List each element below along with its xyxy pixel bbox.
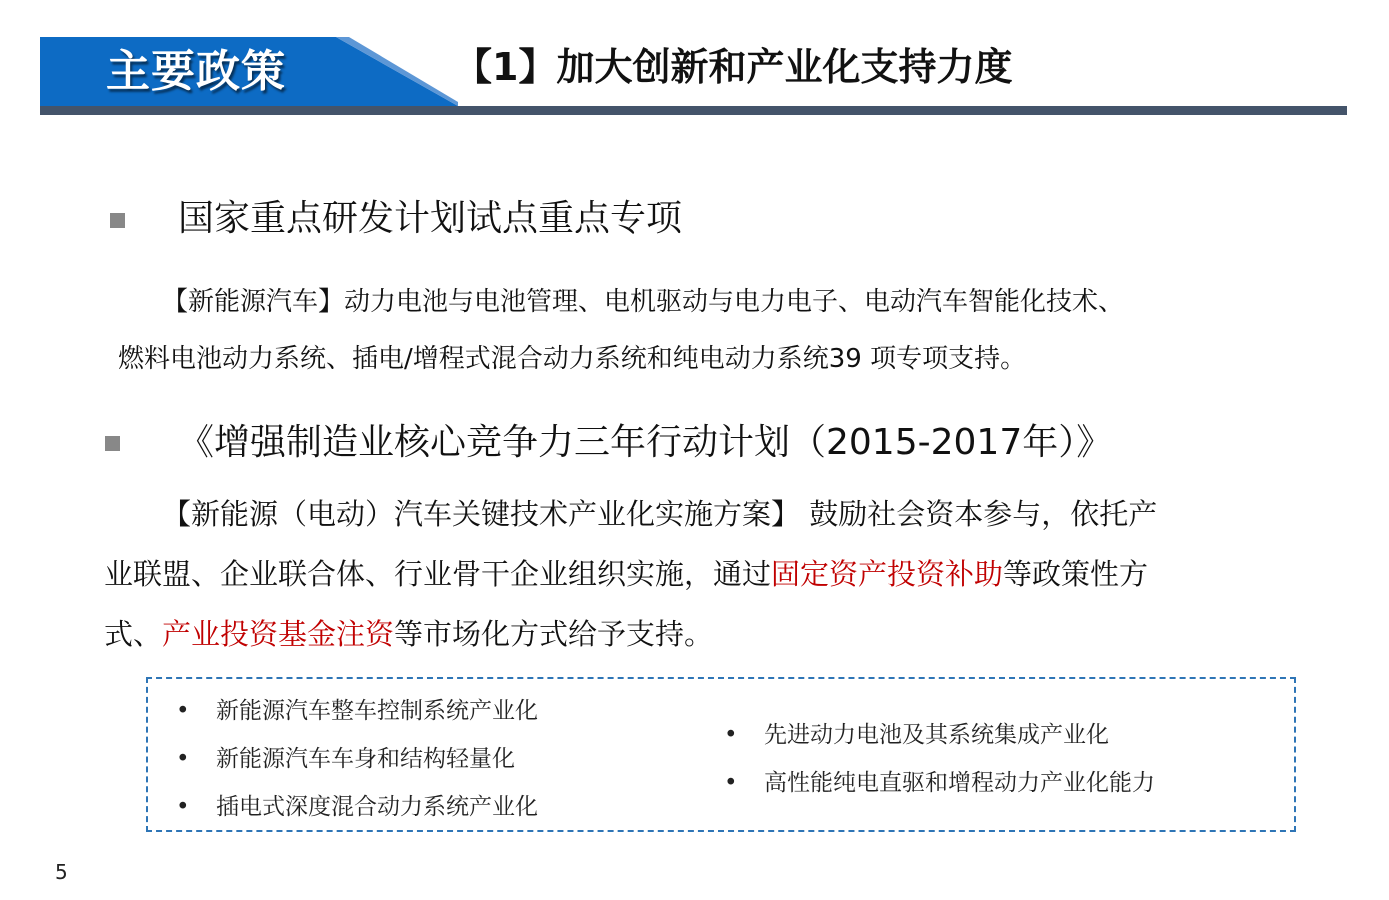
square-bullet-icon xyxy=(110,213,125,228)
line2-text-b: 等政策性方 xyxy=(1003,557,1149,591)
section2-paragraph-line-1: 【新能源（电动）汽车关键技术产业化实施方案】 鼓励社会资本参与，依托产 xyxy=(162,497,1158,531)
list-item: • 新能源汽车整车控制系统产业化 xyxy=(176,698,538,724)
section2-paragraph-line-3 xyxy=(104,612,713,653)
section1-paragraph-line-2: 燃料电池动力系统、插电/增程式混合动力系统和纯电动力系统39 项专项支持。 xyxy=(118,344,1027,374)
line3-text-b: 等市场化方式给予支持。 xyxy=(394,617,714,651)
page-title: 【1】加大创新和产业化支持力度 xyxy=(454,45,1013,89)
section-label: 主要政策 xyxy=(106,46,286,97)
section1-paragraph-line-1: 【新能源汽车】动力电池与电池管理、电机驱动与电力电子、电动汽车智能化技术、 xyxy=(162,287,1125,317)
bullet-dot-icon: • xyxy=(176,794,190,820)
list-item: • 高性能纯电直驱和增程动力产业化能力 xyxy=(724,770,1155,796)
highlight-industry-fund-injection: 产业投资基金注资 xyxy=(162,617,395,651)
square-bullet-icon xyxy=(105,436,120,451)
line3-text-a: 式、 xyxy=(104,617,163,651)
list-item: • 新能源汽车车身和结构轻量化 xyxy=(176,746,515,772)
bullet-dot-icon: • xyxy=(724,770,738,796)
line2-text-a: 业联盟、企业联合体、行业骨干企业组织实施，通过 xyxy=(104,557,772,591)
section1-heading: 国家重点研发计划试点重点专项 xyxy=(178,198,683,239)
section2-paragraph-line-2 xyxy=(104,552,1148,593)
section2-heading: 《增强制造业核心竞争力三年行动计划（2015-2017年）》 xyxy=(178,422,1113,463)
bullet-dot-icon: • xyxy=(176,698,190,724)
highlight-fixed-asset-subsidy: 固定资产投资补助 xyxy=(771,557,1004,591)
list-item: • 先进动力电池及其系统集成产业化 xyxy=(724,722,1109,748)
bullet-dot-icon: • xyxy=(176,746,190,772)
bullet-dot-icon: • xyxy=(724,722,738,748)
slide-header xyxy=(0,0,1389,120)
list-item: • 插电式深度混合动力系统产业化 xyxy=(176,794,538,820)
page-number: 5 xyxy=(55,860,68,884)
